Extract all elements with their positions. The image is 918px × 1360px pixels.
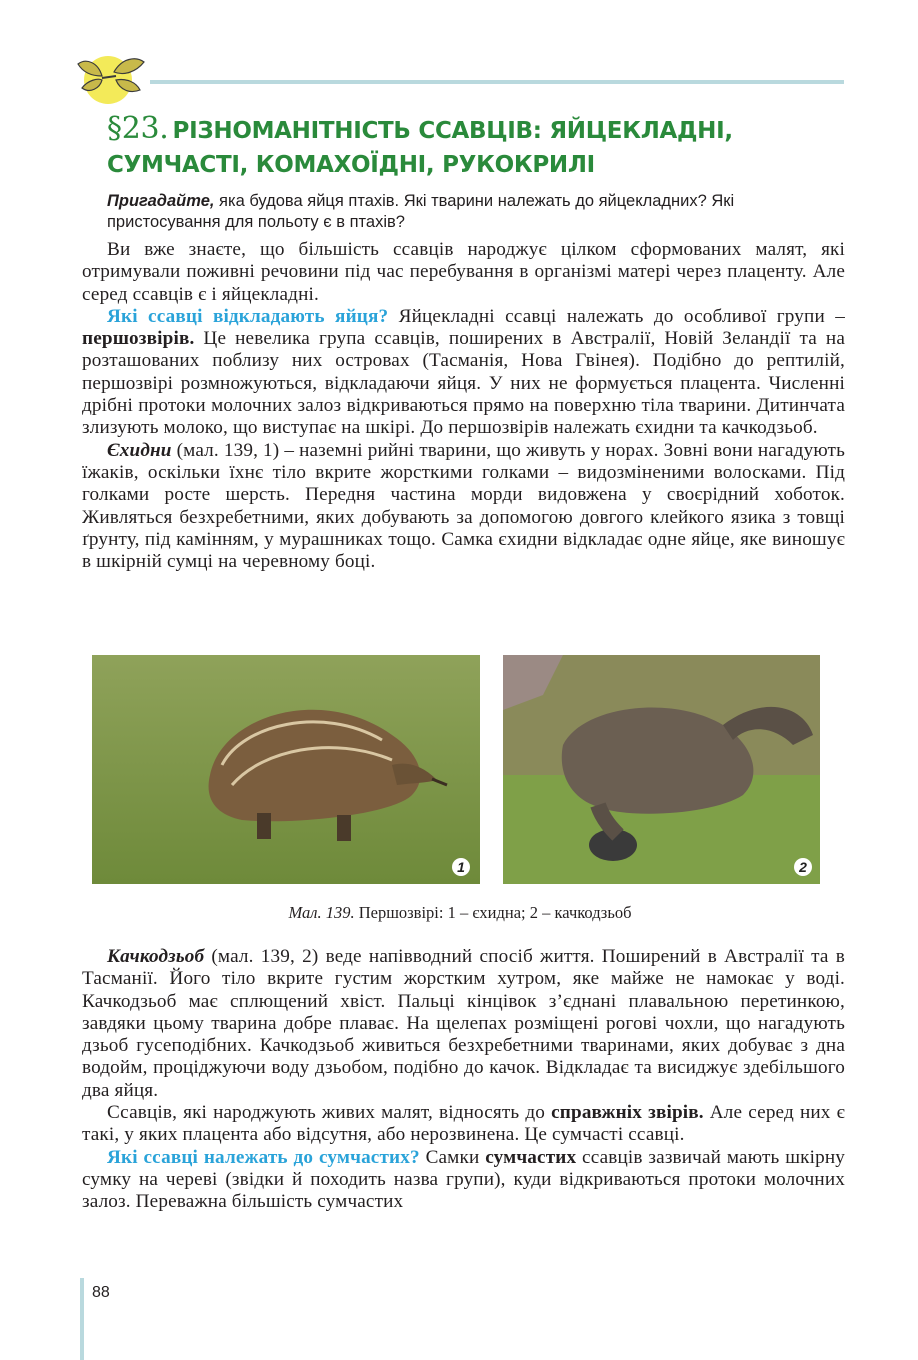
paragraph-monotremes [82, 306, 845, 440]
paragraph-echidna [82, 440, 845, 574]
paragraph-marsupials [82, 1147, 845, 1214]
p6-after: ссавців зазвичай мають шкірну сумку на череві (звідки й походить назва групи), куди відкриваються протоки молочних залоз. Переважна більшість сумчастих [82, 1146, 845, 1213]
term-true-beasts: справжніх звірів. [551, 1102, 704, 1124]
recall-text: яка будова яйця птахів. Які тварини належать до яйцекладних? Які пристосування для польоту є в птахів? [107, 192, 735, 231]
caption-text: Першозвірі: 1 – єхидна; 2 – качкодзьоб [354, 903, 632, 922]
photo-label-1: 1 [452, 858, 470, 876]
term-monotremes: першозвірів. [82, 328, 195, 350]
term-echidna: Єхидни [107, 439, 172, 461]
body-text-bottom [82, 946, 845, 1214]
question-egg-laying: Які ссавці відкладають яйця? [107, 305, 389, 327]
p6-before: Самки [419, 1146, 486, 1168]
caption-ref: Мал. 139. [288, 903, 355, 922]
paragraph-number: §23. [107, 111, 169, 146]
page-title [107, 112, 847, 182]
header-rule [150, 80, 844, 84]
page-margin-bar [80, 1278, 84, 1360]
p5-before: Ссавців, які народжують живих малят, відносять до [107, 1102, 552, 1124]
photo-label-2: 2 [794, 858, 812, 876]
body-text-top [82, 239, 845, 573]
question-marsupials: Які ссавці належать до сумчастих? [107, 1146, 420, 1168]
paragraph-intro: Ви вже знаєте, що більшість ссавців народжує цілком сформованих малят, які отримували поживні речовини під час перебування в організмі матері через плаценту. Але серед ссавців є і яйцекладні. [82, 239, 845, 305]
term-platypus: Качкодзьоб [107, 946, 205, 967]
page-number: 88 [92, 1284, 110, 1301]
figure-caption [90, 903, 830, 923]
p3-text: (мал. 139, 1) – наземні рийні тварини, що живуть у норах. Зовні вони нагадують їжаків, оскільки їхнє тіло вкрите жорсткими голками – видозміненими волосками. Під голками росте шерсть. Передня частина морди видовжена у своєрідний хоботок. Живляться безхребетними, яких добувають за допомогою довгого клейкого язика з товщі ґрунту, під камінням, у мурашниках тощо. Самка єхидни відкладає одне яйце, яке виношує в шкірній сумці на черевному боці. [82, 439, 845, 573]
photo-echidna [92, 655, 480, 884]
paragraph-true-beasts [82, 1102, 845, 1147]
p4-text: (мал. 139, 2) веде напівводний спосіб життя. Поширений в Австралії та в Тасманії. Його тіло вкрите густим жорстким хутром, яке майже не намокає у воді. Качкодзьоб має сплющений хвіст. Пальці кінцівок з’єднані плавальною перетинкою, завдяки цьому тварина добре плаває. На щелепах розміщені рогові чохли, що нагадують дзьоб гусеподібних. Качкодзьоб живиться безхребетними тваринами, яких добуває з дна водойм, проціджуючи воду дзьобом, подібно до качок. Відкладає та висиджує здебільшого два яйця. [82, 946, 845, 1101]
title-text: РІЗНОМАНІТНІСТЬ ССАВЦІВ: ЯЙЦЕКЛАДНІ, СУМЧАСТІ, КОМАХОЇДНІ, РУКОКРИЛІ [107, 118, 733, 178]
paragraph-platypus [82, 946, 845, 1102]
recall-prompt [107, 191, 847, 233]
photo-platypus [503, 655, 820, 884]
butterfly-logo [70, 50, 150, 108]
term-marsupials: сумчастих [485, 1146, 577, 1168]
p2-after: Це невелика група ссавців, поширених в Австралії, Новій Зеландії та на розташованих поблизу них островах (Тасманія, Нова Гвінея). Подібно до рептилій, першозвірі розмножуються, відкладаючи яйця. У них не формується плацента. Численні дрібні протоки молочних залоз відкриваються прямо на поверхню тіла тварини. Дитинчата злизують молоко, що виступає на шкірі. До першозвірів належать єхидни та качкодзьоб. [82, 328, 845, 439]
butterfly-icon [70, 50, 150, 108]
p2-before: Яйцекладні ссавці належать до особливої групи – [388, 305, 845, 327]
p5-after: Але серед них є такі, у яких плацента або відсутня, або нерозвинена. Це сумчасті ссавці. [82, 1102, 845, 1146]
recall-lead: Пригадайте, [107, 192, 215, 210]
